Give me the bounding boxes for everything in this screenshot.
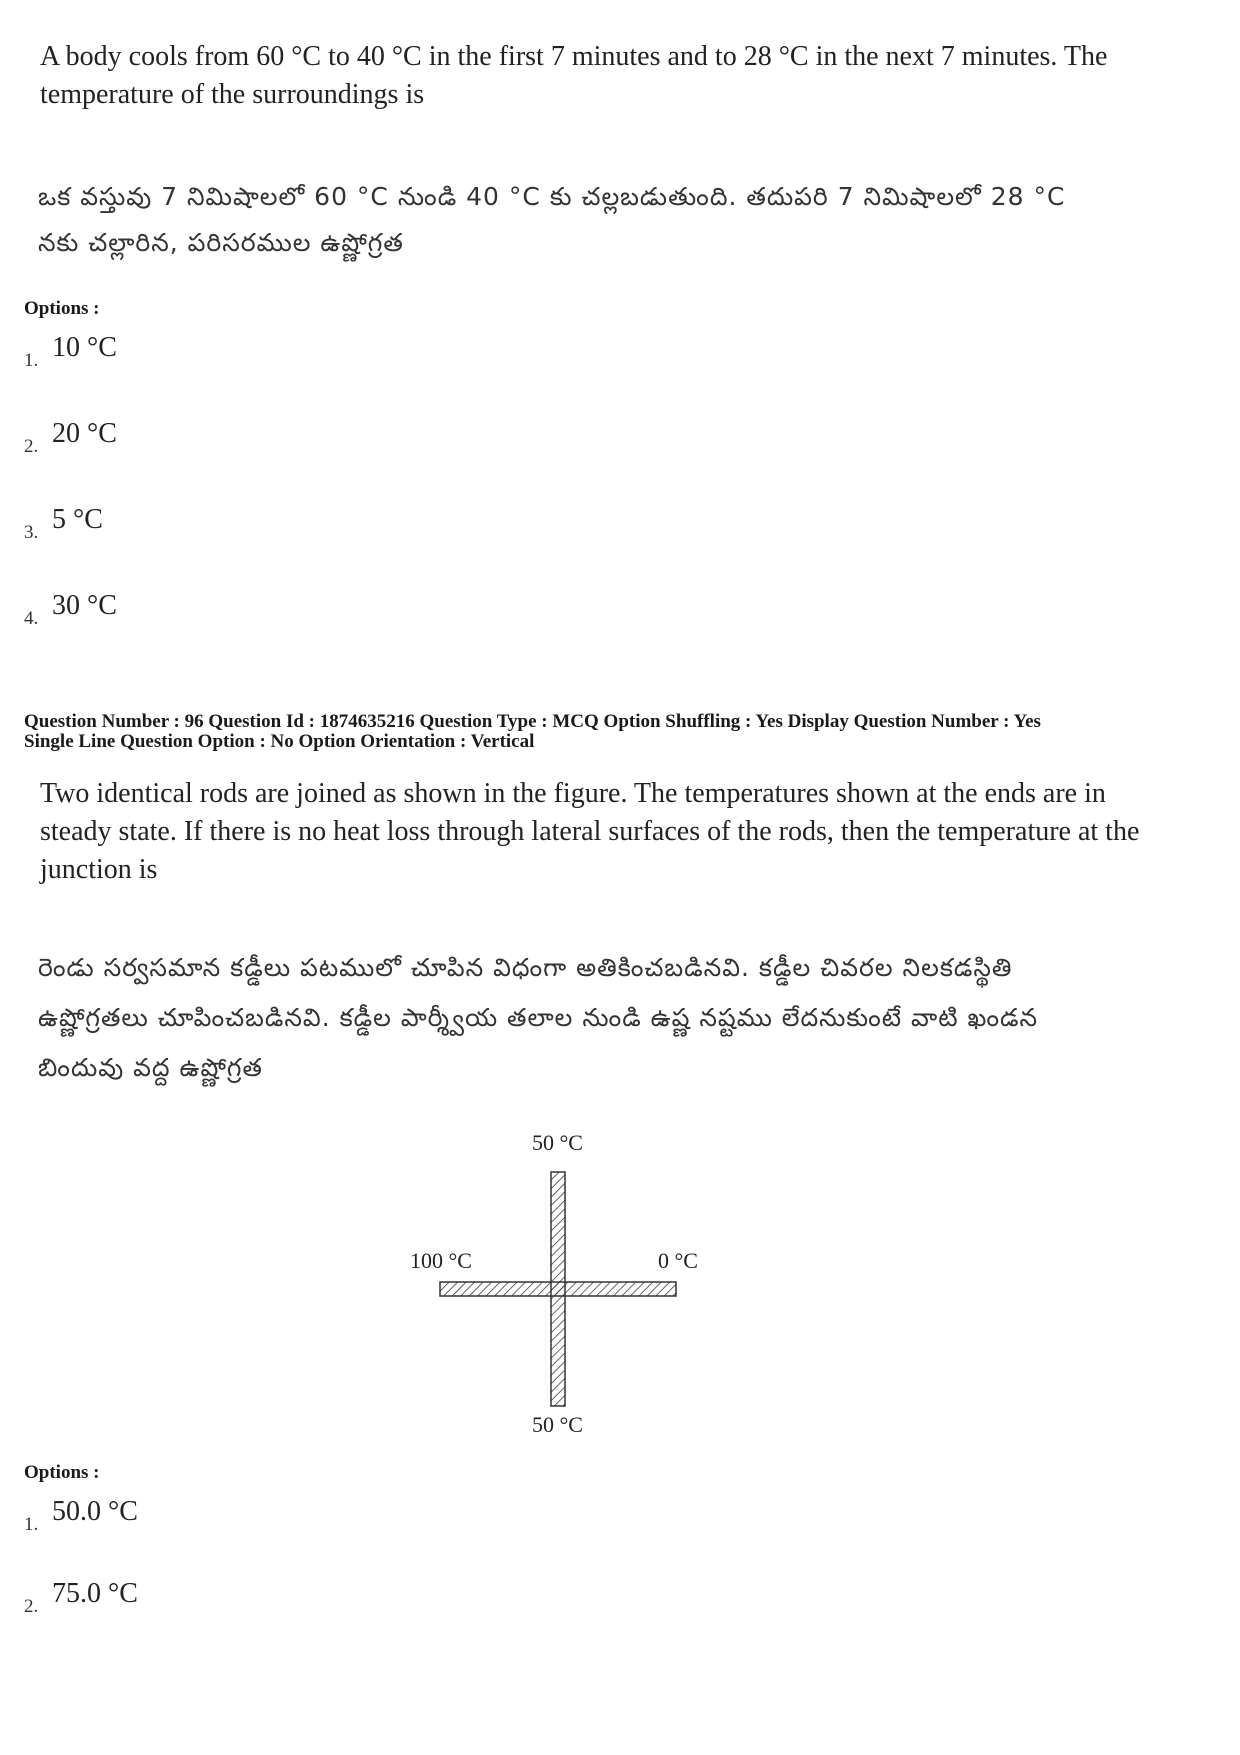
option-number: 1. [24,350,39,371]
question-96-telugu-line2: ఉష్ణోగ్రతలు చూపించబడినవి. కడ్డీల పార్శ్వీయ తలాల నుండి ఉష్ణ నష్టము లేదనుకుంటే వాటి ఖండన [38,1003,1039,1032]
option-value: 20 °C [52,418,117,449]
option-value: 30 °C [52,590,117,621]
option-value: 50.0 °C [52,1496,138,1527]
question-95-telugu-line1: ఒక వస్తువు 7 నిమిషాలలో 60 °C నుండి 40 °C కు చల్లబడుతుంది. తదుపరి 7 నిమిషాలలో 28 °C [38,182,1066,211]
question-96-telugu-line3: బిందువు వద్ద ఉష్ణోగ్రత [38,1053,263,1082]
question-95-telugu-line2: నకు చల్లారిన, పరిసరముల ఉష్ణోగ్రత [38,228,404,257]
option-value: 5 °C [52,504,103,535]
top-end-temperature: 50 °C [532,1130,583,1155]
rods-diagram [380,1130,740,1450]
options-label: Options : [24,1462,100,1483]
option-number: 1. [24,1514,39,1535]
right-end-temperature: 0 °C [658,1248,698,1273]
question-96-telugu-line1: రెండు సర్వసమాన కడ్డీలు పటములో చూపిన విధంగా అతికించబడినవి. కడ్డీల చివరల నిలకడస్థితి [38,953,1013,982]
left-end-temperature: 100 °C [410,1248,472,1273]
options-label: Options : [24,298,100,319]
question-96-text: Two identical rods are joined as shown in the figure. The temperatures shown at the ends are in steady state. If there is no heat loss through lateral surfaces of the rods, then the temperature at the junction is [40,778,1140,885]
option-value: 10 °C [52,332,117,363]
option-number: 4. [24,608,39,629]
option-number: 2. [24,1596,39,1617]
horizontal-rod [440,1282,676,1296]
option-number: 2. [24,436,39,457]
option-value: 75.0 °C [52,1578,138,1609]
bottom-end-temperature: 50 °C [532,1412,583,1437]
option-item[interactable] [24,1578,324,1628]
option-item[interactable] [24,418,324,468]
question-96-meta-line2: Single Line Question Option : No Option Orientation : Vertical [24,731,535,752]
question-96-meta-line1: Question Number : 96 Question Id : 1874635216 Question Type : MCQ Option Shuffling : Yes Display Question Number : Yes [24,711,1041,732]
question-95-text: A body cools from 60 °C to 40 °C in the first 7 minutes and to 28 °C in the next 7 minutes. The temperature of the surroundings is [40,41,1108,110]
option-item[interactable] [24,590,324,640]
rods-figure [380,1130,740,1450]
option-number: 3. [24,522,39,543]
option-item[interactable] [24,332,324,382]
option-item[interactable] [24,1496,324,1546]
option-item[interactable] [24,504,324,554]
